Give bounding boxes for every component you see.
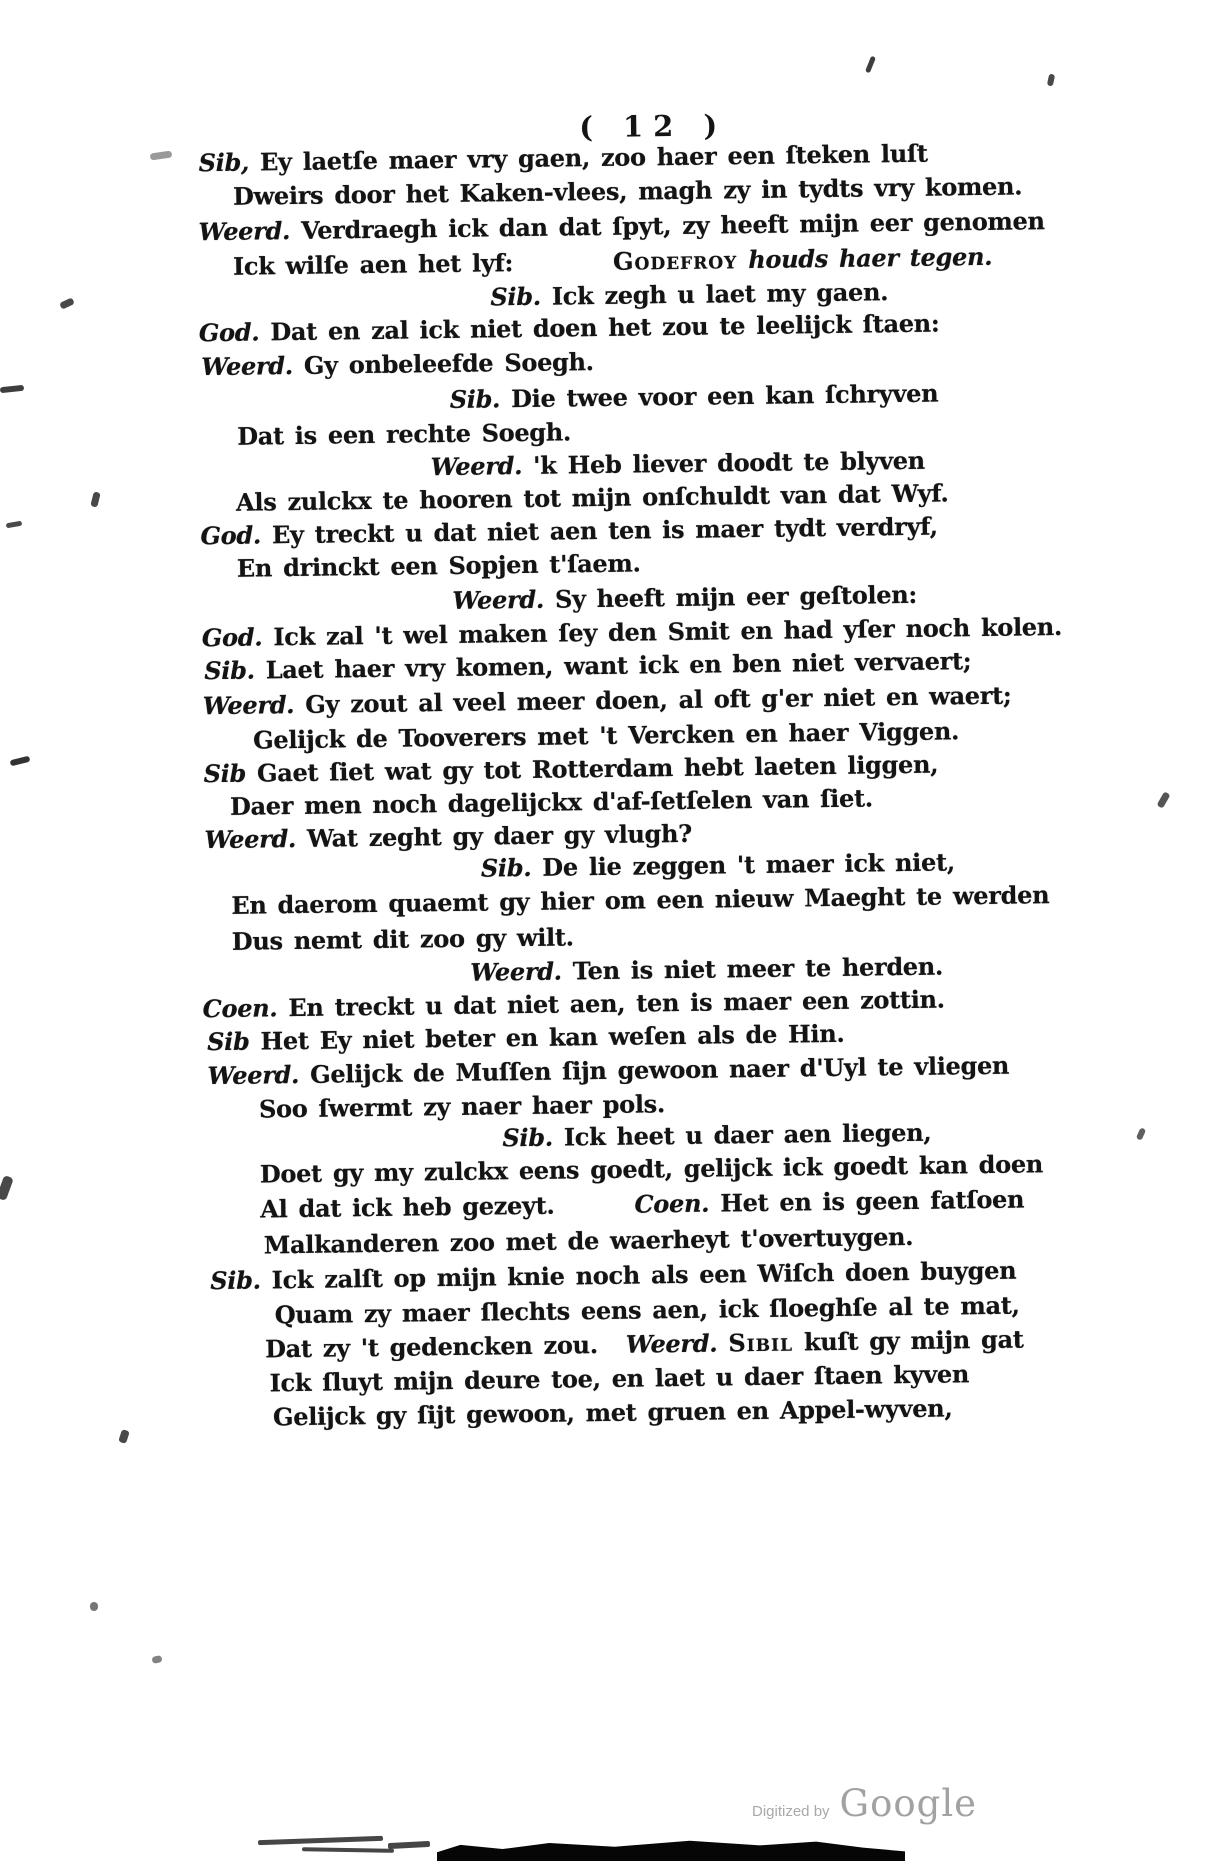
line-text: Het en is geen fatſoen bbox=[708, 1184, 1025, 1218]
line-text: Daer men noch dagelijckx d'af-ſetſelen van ſiet. bbox=[229, 783, 873, 821]
text-line bbox=[200, 512, 938, 551]
speaker-label: Sib bbox=[206, 1026, 250, 1057]
text-line bbox=[231, 880, 1049, 920]
digitization-watermark bbox=[752, 1782, 977, 1825]
line-text: Sy heeft mijn eer geſtolen: bbox=[543, 579, 918, 614]
line-text: kuſt gy mijn gat bbox=[792, 1324, 1024, 1357]
line-text: En treckt u dat niet aen, ten is maer een zottin. bbox=[277, 984, 945, 1023]
line-text: Quam zy maer ſlechts eens aen, ick ſloeghſe al te mat, bbox=[274, 1290, 1020, 1330]
speaker-label: God. bbox=[201, 622, 263, 653]
text-line bbox=[237, 548, 641, 582]
line-text: Ey laetſe maer vry gaen, zoo haer een ſteken luſt bbox=[248, 138, 928, 177]
line-text: Dweirs door het Kaken-vlees, magh zy in tydts vry komen. bbox=[232, 171, 1023, 211]
text-line bbox=[236, 478, 949, 516]
line-text: Gelijck de Muſſen ſijn gewoon naer d'Uyl te vliegen bbox=[298, 1050, 1010, 1089]
name-smallcaps: Sibil bbox=[728, 1327, 794, 1358]
text-line bbox=[470, 952, 943, 987]
line-text: Gaet ſiet wat gy tot Rotterdam hebt laeten liggen, bbox=[245, 749, 939, 788]
text-line bbox=[198, 139, 927, 178]
speaker-label: Weerd. bbox=[452, 584, 545, 615]
line-text: Gy zout al veel meer doen, al oft g'er niet en waert; bbox=[294, 680, 1012, 719]
line-text: Gelijck gy ſijt gewoon, met gruen en Appel-wyven, bbox=[272, 1393, 953, 1432]
line-text: Verdraegh ick dan dat ſpyt, zy heeft mijn eer genomen bbox=[289, 206, 1045, 246]
speaker-label: Weerd. bbox=[625, 1328, 718, 1359]
line-text: Ten is niet meer te herden. bbox=[561, 951, 944, 986]
text-line bbox=[233, 171, 1023, 210]
line-text: Ick heet u daer aen liegen, bbox=[552, 1117, 932, 1152]
line-text: Dus nemt dit zoo gy wilt. bbox=[231, 922, 574, 956]
speaker-label: Sib, bbox=[198, 147, 250, 178]
line-text: Gelijck de Tooverers met 't Vercken en haer Viggen. bbox=[252, 716, 960, 755]
speaker-label: houds haer tegen. bbox=[737, 241, 993, 275]
column-gap bbox=[513, 269, 613, 271]
speaker-label: Weerd. bbox=[470, 956, 562, 987]
line-text: Soo ſwermt zy naer haer pols. bbox=[258, 1089, 666, 1124]
column-gap bbox=[598, 1352, 626, 1353]
text-line bbox=[198, 206, 1044, 246]
text-line bbox=[204, 819, 692, 854]
page-number: ( 12 ) bbox=[578, 108, 728, 145]
text-line bbox=[264, 1222, 914, 1259]
text-line bbox=[210, 1256, 1016, 1296]
line-text: Dat en zal ick niet doen het zou te leelijck ſtaen: bbox=[259, 308, 940, 347]
watermark-prefix: Digitized by bbox=[752, 1803, 830, 1820]
line-text: Wat zeght gy daer gy vlugh? bbox=[295, 818, 693, 853]
text-line bbox=[275, 1291, 1020, 1330]
line-text: 'k Heb liever doodt te blyven bbox=[521, 445, 926, 480]
text-line bbox=[269, 1359, 969, 1397]
text-line bbox=[199, 309, 940, 348]
text-line bbox=[490, 277, 888, 311]
text-line bbox=[203, 985, 945, 1024]
line-text: Ick zegh u laet my gaen. bbox=[540, 277, 889, 311]
text-line bbox=[233, 242, 993, 281]
speaker-label: Sib. bbox=[210, 1265, 261, 1296]
line-text: Doet gy my zulckx eens goedt, gelijck ick goedt kan doen bbox=[259, 1149, 1044, 1189]
line-text: Al dat ick heb gezeyt. bbox=[260, 1190, 555, 1224]
speaker-label: Sib. bbox=[502, 1122, 553, 1153]
text-line bbox=[232, 922, 574, 955]
speaker-label: Sib. bbox=[490, 281, 541, 312]
line-text: Ick zal 't wel maken ſey den Smit en had yſer noch kolen. bbox=[262, 611, 1063, 652]
text-line bbox=[207, 1019, 845, 1056]
text-line bbox=[452, 580, 917, 615]
speaker-label: Coen. bbox=[634, 1188, 710, 1219]
text-line bbox=[237, 417, 571, 450]
speaker-label: Sib. bbox=[204, 655, 255, 686]
speaker-label: Weerd. bbox=[430, 450, 523, 482]
text-line bbox=[481, 847, 955, 882]
speaker-label: God. bbox=[200, 520, 262, 551]
text-line bbox=[502, 1118, 931, 1153]
speaker-label: Sib bbox=[203, 758, 247, 789]
line-text: Ick wilſe aen het lyf: bbox=[232, 248, 514, 281]
line-text: De lie zeggen 't maer ick niet, bbox=[531, 847, 956, 882]
text-line bbox=[265, 1325, 1024, 1364]
line-text: Het Ey niet beter en kan weſen als de Hin. bbox=[249, 1018, 845, 1056]
speaker-label: Sib. bbox=[449, 384, 501, 414]
line-text: Ick ſluyt mijn deure toe, en laet u daer ſtaen kyven bbox=[269, 1359, 970, 1398]
line-text: Dat is een rechte Soegh. bbox=[237, 417, 572, 451]
text-line bbox=[230, 783, 873, 820]
column-gap bbox=[555, 1212, 635, 1214]
line-text: Die twee voor een kan ſchryven bbox=[499, 378, 939, 414]
speaker-label: Coen. bbox=[202, 993, 278, 1024]
speaker-label: Weerd. bbox=[202, 689, 295, 721]
text-line bbox=[430, 446, 925, 481]
text-line bbox=[253, 716, 959, 754]
line-text: Malkanderen zoo met de waerheyt t'overtuygen. bbox=[263, 1221, 914, 1260]
line-text: Gy onbeleefde Soegh. bbox=[292, 347, 594, 380]
text-line bbox=[207, 1051, 1009, 1090]
text-line bbox=[273, 1393, 953, 1431]
line-text: Ey treckt u dat niet aen ten is maer tydt verdryf, bbox=[260, 511, 938, 550]
line-text: Laet haer vry komen, want ick en ben niet vervaert; bbox=[254, 646, 972, 685]
line-text: Dat zy 't gedencken zou. bbox=[264, 1330, 598, 1364]
line-text: En daerom quaemt gy hier om een nieuw Maeght te werden bbox=[231, 880, 1050, 920]
text-line bbox=[203, 681, 1012, 721]
speaker-label: Weerd. bbox=[207, 1059, 300, 1091]
text-line bbox=[450, 379, 939, 414]
speaker-label: Sib. bbox=[480, 852, 532, 883]
text-line bbox=[204, 646, 971, 685]
speaker-label: God. bbox=[198, 317, 260, 348]
scan-speck bbox=[90, 1602, 98, 1611]
line-text bbox=[717, 1328, 728, 1357]
text-line bbox=[260, 1149, 1043, 1188]
google-logo: Google bbox=[839, 1782, 978, 1825]
speaker-label: Weerd. bbox=[198, 216, 291, 247]
text-line bbox=[260, 1184, 1024, 1223]
line-text: Ick zalſt op mijn knie noch als een Wiſch doen buygen bbox=[260, 1255, 1017, 1295]
text-line bbox=[201, 347, 594, 381]
line-text: Als zulckx te hooren tot mijn onſchuldt van dat Wyf. bbox=[235, 478, 949, 517]
text-line bbox=[259, 1089, 665, 1123]
speaker-label: Weerd. bbox=[204, 823, 297, 855]
text-line bbox=[203, 750, 938, 789]
line-text: En drinckt een Sopjen t'ſaem. bbox=[236, 548, 641, 583]
name-smallcaps: Godefroy bbox=[612, 245, 738, 276]
speaker-label: Weerd. bbox=[201, 350, 294, 382]
